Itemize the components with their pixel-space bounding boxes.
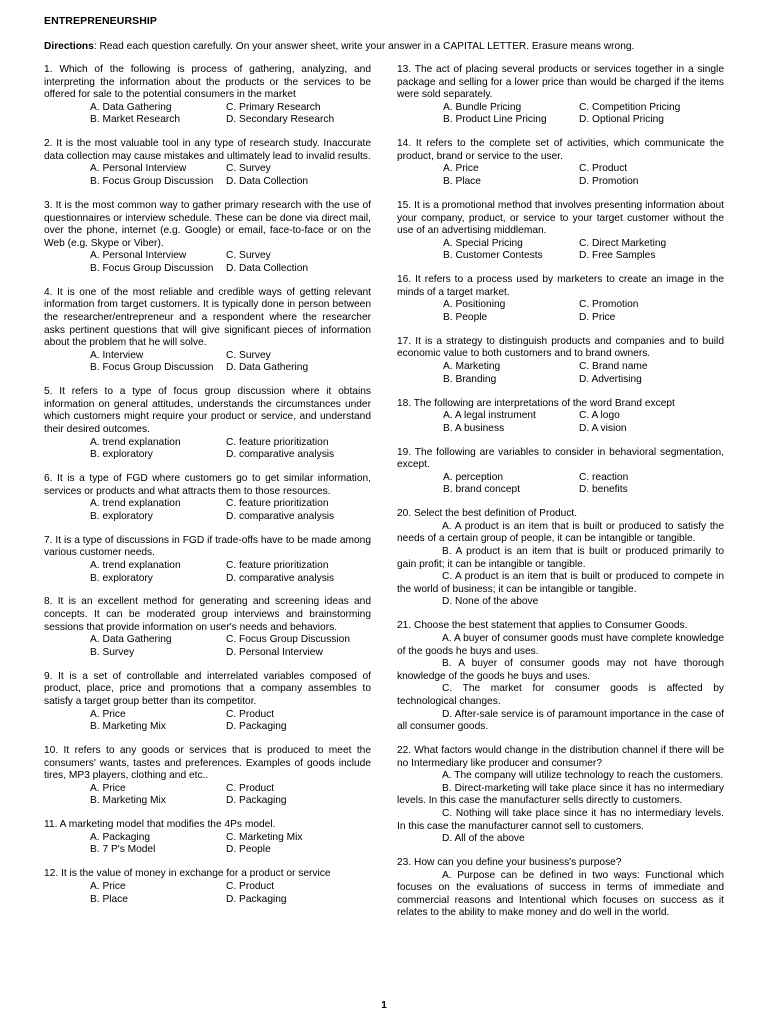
answer-option: B. Branding — [443, 373, 497, 385]
answer-option: B. Place — [90, 893, 128, 905]
question-item — [397, 274, 724, 324]
answer-option: B. Focus Group Discussion — [90, 262, 214, 274]
answer-option: A. Interview — [90, 349, 144, 361]
answer-option: A. trend explanation — [90, 498, 181, 510]
answer-option: A. Packaging — [90, 831, 151, 843]
answer-options — [44, 250, 371, 275]
answer-option: C. Brand name — [579, 361, 648, 373]
answer-options — [397, 410, 724, 435]
answer-options — [44, 634, 371, 659]
answer-option: A. Price — [90, 880, 126, 892]
answer-option: B. Market Research — [90, 114, 181, 126]
answer-options — [397, 361, 724, 386]
question-item — [397, 138, 724, 188]
question-stem: 11. A marketing model that modifies the 4Ps model. — [44, 819, 276, 831]
answer-choice: D. After-sale service is of paramount importance in the case of all consumer goods. — [397, 708, 724, 733]
answer-option: D. Personal Interview — [226, 646, 323, 658]
question-stem: 12. It is the value of money in exchange for a product or service — [44, 868, 331, 880]
answer-options — [397, 299, 724, 324]
answer-choice: B. A product is an item that is built or produced primarily to gain profit; it can be intangible or tangible. — [397, 546, 724, 570]
question-item — [397, 745, 724, 846]
question-stem: 13. The act of placing several products or services together in a single package and selling for a lower price than would be charged if the items were sold separately. — [397, 64, 724, 101]
question-stem: 4. It is one of the most reliable and credible ways of getting relevant information from target customers. It is typically done in person between the researcher/entrepreneur and a respondent where the researcher asks pertinent questions that will give significant pieces of information about the problem that he will solve. — [44, 286, 371, 349]
answer-option: A. Price — [90, 782, 126, 794]
question-stem: 9. It is a set of controllable and interrelated variables composed of product, place, price and promotions that a company assembles to satisfy a target group better than its competitor. — [44, 670, 371, 707]
question-stem: 2. It is the most valuable tool in any type of research study. Inaccurate data collection may cause mistakes and ultimately lead to invalid results. — [44, 138, 371, 162]
answer-choice: D. All of the above — [442, 833, 525, 845]
question-item — [44, 596, 371, 659]
answer-option: C. Survey — [226, 250, 271, 262]
question-item — [397, 398, 724, 436]
answer-options — [44, 437, 371, 462]
question-stem: 8. It is an excellent method for generating and screening ideas and concepts. It can be moderated group interviews and brainstorming sessions that provide information on user's needs and behaviors. — [44, 596, 371, 633]
answer-options — [44, 350, 371, 375]
answer-option: D. Promotion — [579, 176, 639, 188]
answer-options — [397, 238, 724, 263]
answer-option: A. A legal instrument — [443, 410, 536, 422]
question-item — [44, 868, 371, 906]
answer-option: B. Product Line Pricing — [443, 114, 547, 126]
answer-options — [397, 163, 724, 188]
question-stem: 18. The following are interpretations of the word Brand except — [397, 397, 675, 409]
question-item — [397, 447, 724, 497]
page-number: 1 — [381, 1000, 387, 1011]
answer-option: D. comparative analysis — [226, 572, 335, 584]
question-stem: 3. It is the most common way to gather primary research with the use of questionnaires or interview schedule. These can be done via direct mail, over the phone, internet (e.g. Google) or email, face-to-face or on the Web (e.g. Skype or Viber). — [44, 199, 371, 249]
answer-option: C. Competition Pricing — [579, 101, 681, 113]
answer-option: B. Focus Group Discussion — [90, 362, 214, 374]
answer-option: D. Packaging — [226, 893, 287, 905]
answer-option: B. A business — [443, 422, 505, 434]
question-stem: 22. What factors would change in the distribution channel if there will be no Intermediary like producer and consumer? — [397, 744, 724, 769]
answer-option: B. 7 P's Model — [90, 844, 156, 856]
question-item — [44, 287, 371, 375]
answer-option: A. Positioning — [443, 299, 506, 311]
answer-option: D. Secondary Research — [226, 114, 335, 126]
answer-choice: B. Direct-marketing will take place since it has no intermediary levels. In this case the manufacturer sells directly to customers. — [397, 782, 724, 807]
answer-choice: A. Purpose can be defined in two ways: Functional which focuses on the evaluations of success in terms of immediate and commercial reasons and Intentional which focuses on success as it relates to the ability to make money and do well in the world. — [397, 869, 724, 919]
answer-choice: A. The company will utilize technology to reach the customers. — [442, 770, 724, 782]
answer-option: A. perception — [443, 471, 504, 483]
answer-option: D. comparative analysis — [226, 449, 335, 461]
answer-option: C. Promotion — [579, 299, 639, 311]
answer-option: D. People — [226, 844, 271, 856]
answer-option: C. Product — [226, 708, 275, 720]
answer-option: A. Price — [443, 163, 479, 175]
answer-option: B. exploratory — [90, 572, 153, 584]
question-item — [397, 857, 724, 920]
answer-option: A. Personal Interview — [90, 250, 187, 262]
question-stem: 16. It refers to a process used by marketers to create an image in the minds of a target market. — [397, 274, 724, 298]
answer-option: B. Customer Contests — [443, 250, 543, 262]
question-item — [397, 64, 724, 127]
answer-option: D. Data Collection — [226, 262, 309, 274]
answer-option: A. Data Gathering — [90, 634, 172, 646]
question-stem: 10. It refers to any goods or services that is produced to meet the consumers' wants, tastes and preferences. Examples of goods include tires, MP3 players, clothing and etc.. — [44, 744, 371, 782]
question-item — [44, 671, 371, 734]
question-stem: 6. It is a type of FGD where customers go to get similar information, services or products and what attracts them to those resources. — [44, 473, 371, 497]
question-stem: 7. It is a type of discussions in FGD if trade-offs have to be made among various customer needs. — [44, 534, 371, 559]
answer-option: C. Survey — [226, 349, 271, 361]
left-column — [44, 64, 371, 917]
answer-option: C. feature prioritization — [226, 559, 329, 571]
directions — [44, 41, 734, 52]
directions-text: : Read each question carefully. On your answer sheet, write your answer in a CAPITAL LETTER. Erasure means wrong. — [93, 41, 635, 52]
answer-option: A. Price — [90, 708, 126, 720]
question-item — [44, 138, 371, 188]
answer-option: D. Data Gathering — [226, 362, 309, 374]
question-item — [44, 473, 371, 523]
answer-choice: A. A product is an item that is built or produced to satisfy the needs of a certain group of people, it can be intangible or tangible. — [397, 520, 724, 545]
answer-option: C. feature prioritization — [226, 498, 329, 510]
answer-option: D. Advertising — [579, 373, 642, 385]
answer-option: A. trend explanation — [90, 559, 181, 571]
answer-choice: C. The market for consumer goods is affected by technological changes. — [397, 683, 724, 707]
question-item — [397, 200, 724, 263]
question-stem: 15. It is a promotional method that involves presenting information about your company, product, or service to your target customer without the use of an advertising middleman. — [397, 199, 724, 237]
question-stem: 1. Which of the following is process of gathering, analyzing, and interpreting the information about the products or the services to be offered for sale to the potential consumers in the market — [44, 64, 371, 101]
answer-options — [44, 102, 371, 127]
question-item — [397, 620, 724, 733]
answer-option: B. Marketing Mix — [90, 795, 166, 807]
answer-option: D. Packaging — [226, 721, 287, 733]
answer-options — [44, 163, 371, 188]
answer-options — [44, 709, 371, 734]
answer-option: D. comparative analysis — [226, 510, 335, 522]
answer-option: A. Bundle Pricing — [443, 101, 522, 113]
answer-option: D. Free Samples — [579, 250, 656, 262]
answer-option: C. Product — [226, 880, 275, 892]
answer-choice: B. A buyer of consumer goods may not have thorough knowledge of the goods he buys and uses. — [397, 658, 724, 682]
question-stem: 21. Choose the best statement that applies to Consumer Goods. — [397, 620, 688, 632]
answer-options — [44, 881, 371, 906]
answer-options — [44, 560, 371, 585]
answer-options — [44, 832, 371, 857]
answer-options — [397, 472, 724, 497]
answer-option: D. Data Collection — [226, 176, 309, 188]
answer-choice: D. None of the above — [442, 596, 539, 608]
answer-option: B. Place — [443, 176, 481, 188]
answer-option: D. A vision — [579, 422, 627, 434]
answer-choice: C. Nothing will take place since it has no intermediary levels. In this case the manufacturer cannot sell to customers. — [397, 807, 724, 832]
answer-option: A. Personal Interview — [90, 163, 187, 175]
directions-label: Directions — [44, 41, 94, 52]
question-stem: 23. How can you define your business's purpose? — [397, 857, 622, 869]
answer-option: B. exploratory — [90, 449, 153, 461]
answer-option: C. Product — [579, 163, 628, 175]
answer-option: C. A logo — [579, 410, 620, 422]
answer-choice: C. A product is an item that is built or produced to compete in the world of business; it can be intangible or tangible. — [397, 571, 724, 595]
answer-options — [44, 783, 371, 808]
question-item — [397, 508, 724, 609]
question-stem: 17. It is a strategy to distinguish products and companies and to build economic value to both customers and to brand owners. — [397, 335, 724, 360]
answer-option: B. People — [443, 311, 488, 323]
answer-option: A. trend explanation — [90, 436, 181, 448]
question-item — [44, 819, 371, 857]
answer-option: D. Price — [579, 311, 616, 323]
answer-option: C. Focus Group Discussion — [226, 634, 350, 646]
question-item — [397, 336, 724, 386]
answer-option: C. Direct Marketing — [579, 237, 667, 249]
answer-option: C. feature prioritization — [226, 436, 329, 448]
right-column — [397, 64, 724, 931]
answer-choice: A. A buyer of consumer goods must have complete knowledge of the goods he buys and uses. — [397, 632, 724, 657]
question-stem: 19. The following are variables to consider in behavioral segmentation, except. — [397, 446, 724, 471]
question-stem: 20. Select the best definition of Product. — [397, 508, 578, 520]
answer-options — [397, 102, 724, 127]
question-item — [44, 64, 371, 127]
answer-option: A. Data Gathering — [90, 101, 172, 113]
answer-option: C. Product — [226, 782, 275, 794]
question-item — [44, 535, 371, 585]
answer-option: B. exploratory — [90, 510, 153, 522]
question-item — [44, 200, 371, 276]
question-stem: 14. It refers to the complete set of activities, which communicate the product, brand or service to the user. — [397, 138, 724, 162]
answer-option: D. benefits — [579, 484, 628, 496]
question-stem: 5. It refers to a type of focus group discussion where it obtains information on general attitudes, understands the circumstances under which customers might require your product or service, and understand their desired outcomes. — [44, 386, 371, 436]
answer-option: C. reaction — [579, 471, 629, 483]
answer-option: D. Packaging — [226, 795, 287, 807]
answer-option: D. Optional Pricing — [579, 114, 664, 126]
answer-option: C. Primary Research — [226, 101, 321, 113]
answer-option: C. Marketing Mix — [226, 831, 303, 843]
answer-option: B. Focus Group Discussion — [90, 176, 214, 188]
answer-option: B. brand concept — [443, 484, 521, 496]
answer-option: A. Special Pricing — [443, 237, 523, 249]
answer-option: B. Marketing Mix — [90, 721, 166, 733]
question-item — [44, 386, 371, 462]
answer-options — [44, 498, 371, 523]
answer-option: C. Survey — [226, 163, 271, 175]
answer-option: B. Survey — [90, 646, 135, 658]
document-title: ENTREPRENEURSHIP — [44, 15, 158, 27]
question-item — [44, 745, 371, 808]
answer-option: A. Marketing — [443, 361, 501, 373]
